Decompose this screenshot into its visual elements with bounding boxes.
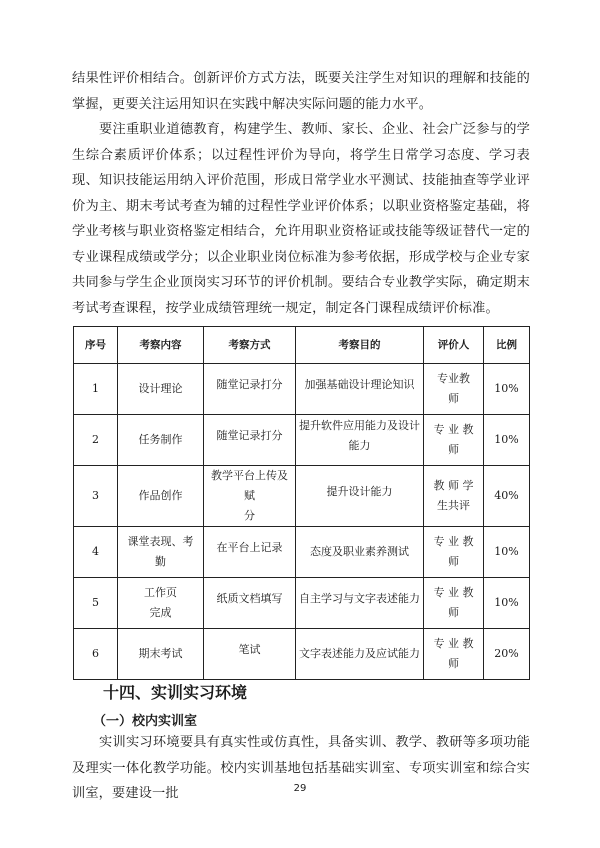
section-title: 十四、实训实习环境 — [103, 683, 248, 702]
cell-method: 随堂记录打分 — [204, 364, 296, 415]
cell-no: 5 — [74, 578, 118, 629]
header-evaluator: 评价人 — [424, 327, 484, 364]
assessment-table — [73, 326, 530, 680]
table-row — [74, 629, 530, 680]
cell-content: 设计理论 — [118, 364, 204, 415]
table-header-row — [74, 327, 530, 364]
cell-method: 纸质文档填写 — [204, 578, 296, 629]
header-ratio: 比例 — [484, 327, 530, 364]
cell-content: 任务制作 — [118, 415, 204, 466]
cell-purpose: 文字表述能力及应试能力 — [296, 629, 424, 680]
paragraph-evaluation-system: 要注重职业道德教育，构建学生、教师、家长、企业、社会广泛参与的学生综合素质评价体系；以过程性评价为导向，将学生日常学习态度、学习表现、知识技能运用纳入评价范围，形成日常学业水平测试、技能抽查等学业评价为主、期末考试考查为辅的过程性学业评价体系；以职业资格鉴定基础，将学业考核与职业资格鉴定相结合，允许用职业资格证或技能等级证替代一定的专业课程成绩或学分；以企业职业岗位标准为参考依据，形成学校与企业专家共同参与学生企业顶岗实习环节的评价机制。要结合专业教学实际，确定期末考试考查课程，按学业成绩管理统一规定，制定各门课程成绩评价标准。 — [72, 122, 530, 316]
cell-content: 作品创作 — [118, 466, 204, 527]
header-content: 考察内容 — [118, 327, 204, 364]
cell-method: 随堂记录打分 — [204, 415, 296, 466]
table-row — [74, 527, 530, 578]
table-row — [74, 466, 530, 527]
cell-ratio: 10% — [484, 578, 530, 629]
table-row — [74, 578, 530, 629]
cell-content: 课堂表现、考 勤 — [118, 527, 204, 578]
paragraph-training-environment: 实训实习环境要具有真实性或仿真性，具备实训、教学、教研等多项功能及理实一体化教学功能。校内实训基地包括基础实训室、专项实训室和综合实训室，要建设一批 — [72, 735, 530, 801]
cell-evaluator: 专业教 师 — [424, 364, 484, 415]
cell-method: 笔试 — [204, 629, 296, 680]
cell-purpose: 提升软件应用能力及设计能力 — [296, 415, 424, 466]
page-number: 29 — [293, 783, 307, 794]
subsection-title: （一）校内实训室 — [93, 714, 198, 729]
cell-no: 4 — [74, 527, 118, 578]
cell-ratio: 10% — [484, 415, 530, 466]
cell-evaluator: 专 业 教 师 — [424, 578, 484, 629]
cell-evaluator: 教 师 学 生共评 — [424, 466, 484, 527]
cell-ratio: 10% — [484, 527, 530, 578]
header-purpose: 考察目的 — [296, 327, 424, 364]
cell-no: 3 — [74, 466, 118, 527]
cell-ratio: 20% — [484, 629, 530, 680]
cell-no: 1 — [74, 364, 118, 415]
cell-evaluator: 专 业 教 师 — [424, 415, 484, 466]
cell-content: 工作页 完成 — [118, 578, 204, 629]
cell-no: 2 — [74, 415, 118, 466]
cell-ratio: 10% — [484, 364, 530, 415]
cell-purpose: 自主学习与文字表述能力 — [296, 578, 424, 629]
cell-purpose: 提升设计能力 — [296, 466, 424, 527]
cell-purpose: 态度及职业素养测试 — [296, 527, 424, 578]
cell-no: 6 — [74, 629, 118, 680]
header-method: 考察方式 — [204, 327, 296, 364]
table-row — [74, 364, 530, 415]
table-row — [74, 415, 530, 466]
paragraph-evaluation-methods: 结果性评价相结合。创新评价方式方法，既要关注学生对知识的理解和技能的掌握，更要关注运用知识在实践中解决实际问题的能力水平。 — [72, 71, 530, 112]
cell-ratio: 40% — [484, 466, 530, 527]
cell-purpose: 加强基础设计理论知识 — [296, 364, 424, 415]
header-no: 序号 — [74, 327, 118, 364]
cell-evaluator: 专 业 教 师 — [424, 527, 484, 578]
cell-evaluator: 专 业 教 师 — [424, 629, 484, 680]
cell-method: 教学平台上传及赋 分 — [204, 466, 296, 527]
cell-content: 期末考试 — [118, 629, 204, 680]
cell-method: 在平台上记录 — [204, 527, 296, 578]
